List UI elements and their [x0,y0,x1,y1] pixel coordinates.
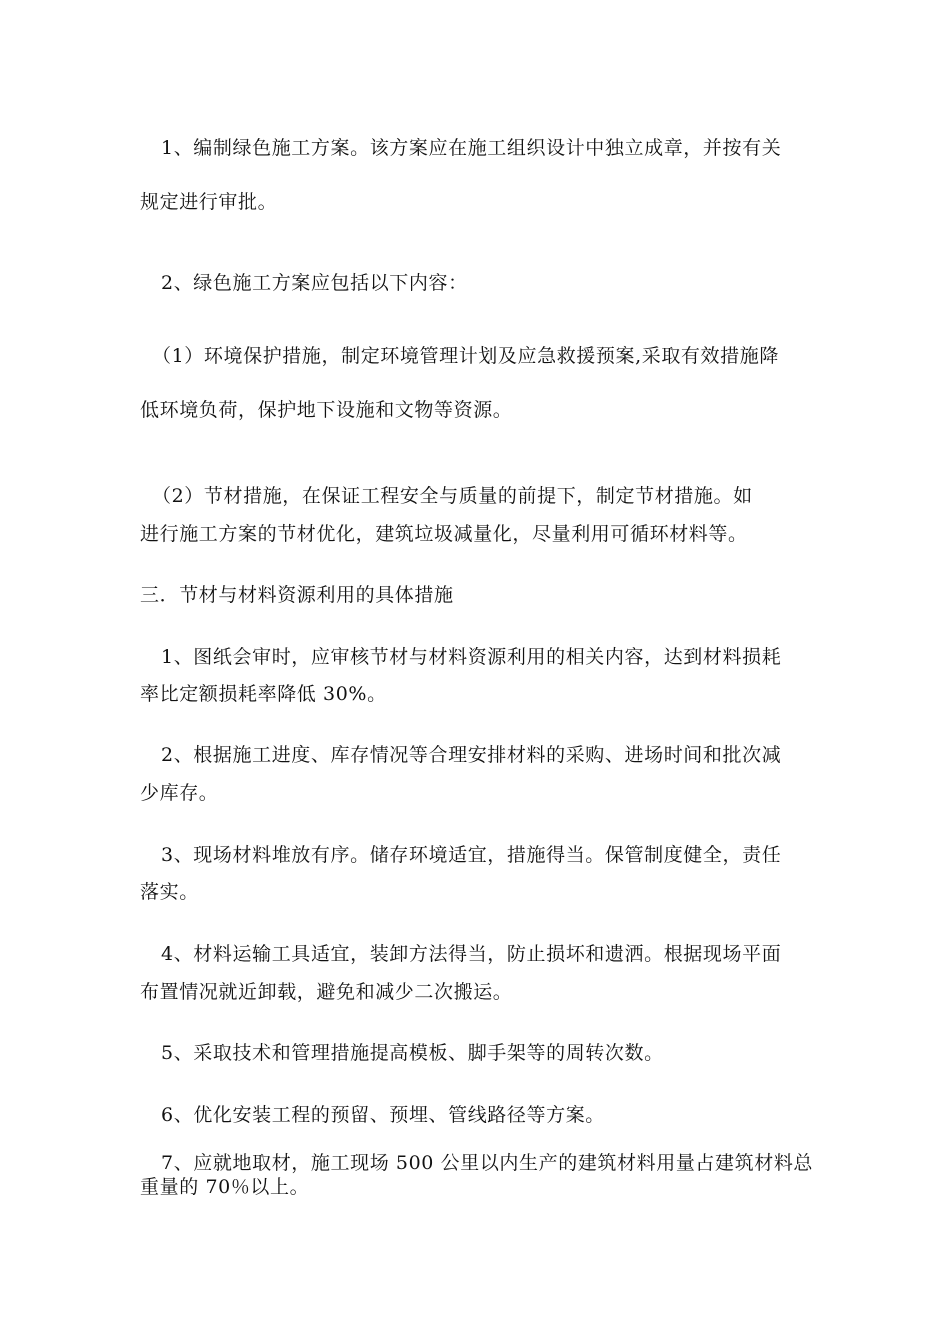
text-line: 重量的 70％以上。 [140,1176,310,1198]
text-line: 1、编制绿色施工方案。该方案应在施工组织设计中独立成章，并按有关 [161,137,782,159]
text-line: 2、绿色施工方案应包括以下内容： [161,272,468,294]
text-line: 6、优化安装工程的预留、预埋、管线路径等方案。 [161,1104,605,1126]
text-line: 布置情况就近卸载，避免和减少二次搬运。 [140,981,513,1003]
text-line: 2、根据施工进度、库存情况等合理安排材料的采购、进场时间和批次减 [161,744,782,766]
text-line: 规定进行审批。 [140,191,278,213]
text-line: 7、应就地取材，施工现场 500 公里以内生产的建筑材料用量占建筑材料总 [161,1152,814,1174]
text-line: 1、图纸会审时，应审核节材与材料资源利用的相关内容，达到材料损耗 [161,646,782,668]
text-line: 少库存。 [140,782,219,804]
text-line: 低环境负荷，保护地下设施和文物等资源。 [140,399,513,421]
text-line: 落实。 [140,881,199,903]
section-heading: 三．节材与材料资源利用的具体措施 [140,584,454,606]
text-line: 率比定额损耗率降低 30%。 [140,683,387,705]
text-line: 5、采取技术和管理措施提高模板、脚手架等的周转次数。 [161,1042,664,1064]
text-line: 进行施工方案的节材优化，建筑垃圾减量化，尽量利用可循环材料等。 [140,523,748,545]
text-line: 4、材料运输工具适宜，装卸方法得当，防止损坏和遗洒。根据现场平面 [161,943,782,965]
text-line: 3、现场材料堆放有序。储存环境适宜，措施得当。保管制度健全，责任 [161,844,782,866]
text-line: （1）环境保护措施，制定环境管理计划及应急救援预案,采取有效措施降 [152,345,779,367]
text-line: （2）节材措施，在保证工程安全与质量的前提下，制定节材措施。如 [152,485,753,507]
